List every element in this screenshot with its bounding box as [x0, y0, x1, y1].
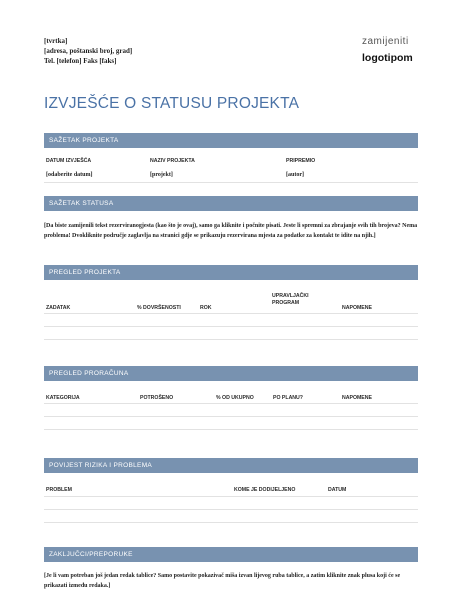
section-heading-conclusions: ZAKLJUČCI/PREPORUKE — [44, 547, 418, 562]
table-row[interactable] — [44, 416, 418, 417]
section-heading-budget-overview: PREGLED PRORAČUNA — [44, 366, 418, 381]
section-heading-project-overview: PREGLED PROJEKTA — [44, 265, 418, 280]
conclusions-text[interactable]: [Je li vam potreban još jedan redak tablice? Samo postavite pokazivač miša izvan lijevog ruba tablice, a zatim kliknite znak plusa koji će se prikazati između redaka.] — [44, 573, 401, 589]
col-task: ZADATAK — [46, 305, 71, 311]
table-row[interactable] — [44, 509, 418, 510]
col-notes: NAPOMENE — [342, 395, 372, 401]
table-row[interactable] — [44, 403, 418, 404]
report-date-picker[interactable]: [odaberite datum] — [46, 172, 93, 178]
logo-line-1: zamijeniti — [362, 36, 409, 47]
col-issue: PROBLEM — [46, 487, 72, 493]
section-heading-risk-history: POVIJEST RIZIKA I PROBLEMA — [44, 458, 418, 473]
table-row[interactable] — [44, 313, 418, 314]
company-address[interactable]: [adresa, poštanski broj, grad] — [44, 47, 133, 55]
table-row[interactable] — [44, 326, 418, 327]
company-name[interactable]: [tvrtka] — [44, 37, 68, 45]
col-assigned-to: KOME JE DODIJELJENO — [234, 487, 296, 493]
col-spent: POTROŠENO — [140, 395, 174, 401]
table-row[interactable] — [44, 339, 418, 340]
company-contact[interactable]: Tel. [telefon] Faks [faks] — [44, 57, 117, 65]
project-name-field[interactable]: [projekt] — [150, 172, 173, 178]
col-driver: UPRAVLJAČKI PROGRAM — [272, 293, 309, 306]
col-category: KATEGORIJA — [46, 395, 80, 401]
col-percent-of-total: % OD UKUPNO — [216, 395, 254, 401]
author-field[interactable]: [autor] — [286, 172, 304, 178]
section-heading-status-summary: SAŽETAK STATUSA — [44, 196, 418, 211]
logo-line-2: logotipom — [362, 52, 413, 64]
col-due-date: ROK — [200, 305, 212, 311]
divider — [44, 182, 418, 183]
col-prepared-by: PRIPREMIO — [286, 158, 316, 164]
status-summary-text[interactable]: [Da biste zamijenili tekst rezerviranogjesta (kao što je ovaj), samo ga kliknite i počnite pisati. Jeste li spremni za zbrajanje svih tih brojeva? Nema problema! Dvokliknite područje zaglavlja na stranici gdje se prikazuju rezervirana mjesta za podatke za kontakt te idite na njih.] — [44, 223, 418, 239]
logo-placeholder[interactable] — [362, 36, 413, 64]
col-date: DATUM — [328, 487, 347, 493]
col-notes: NAPOMENE — [342, 305, 372, 311]
table-row[interactable] — [44, 522, 418, 523]
table-row[interactable] — [44, 429, 418, 430]
col-percent-complete: % DOVRŠENOSTI — [137, 305, 181, 311]
col-project-name: NAZIV PROJEKTA — [150, 158, 195, 164]
table-row[interactable] — [44, 496, 418, 497]
company-info — [44, 36, 132, 66]
col-report-date: DATUM IZVJEŠĆA — [46, 158, 92, 164]
document-title[interactable]: IZVJEŠĆE O STATUSU PROJEKTA — [44, 95, 300, 112]
col-on-track: PO PLANU? — [273, 395, 303, 401]
section-heading-project-summary: SAŽETAK PROJEKTA — [44, 133, 418, 148]
